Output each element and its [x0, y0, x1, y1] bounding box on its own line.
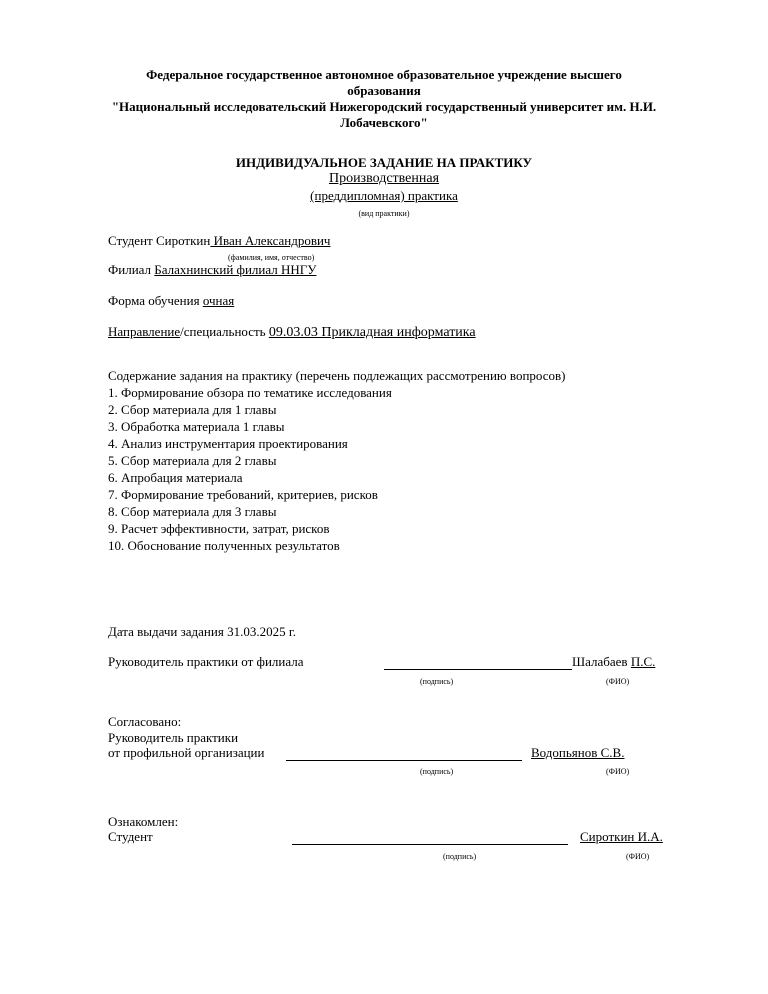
branch-value: Балахнинский филиал ННГУ: [154, 262, 317, 277]
agreed-fio-caption: (ФИО): [606, 767, 630, 776]
content-heading: Содержание задания на практику (перечень подлежащих рассмотрению вопросов): [108, 368, 566, 383]
acquainted-name: Сироткин И.А.: [580, 829, 663, 844]
agreed-sign-caption: (подпись): [420, 767, 454, 776]
direction-field: [108, 324, 476, 341]
list-item: 9. Расчет эффективности, затрат, рисков: [108, 521, 330, 536]
list-item: 1. Формирование обзора по тематике исследования: [108, 385, 392, 400]
student-caption: (фамилия, имя, отчество): [228, 253, 315, 262]
agreed-supervisor-label: Руководитель практики: [108, 730, 239, 745]
list-item: 8. Сбор материала для 3 главы: [108, 504, 277, 519]
supervisor-branch-signature-line: [384, 669, 572, 670]
student-field: [108, 233, 330, 249]
practice-subtype: (преддипломная) практика: [310, 188, 458, 203]
supervisor-branch-name: [572, 654, 655, 670]
list-item: 7. Формирование требований, критериев, рисков: [108, 487, 378, 502]
acquainted-label: Ознакомлен:: [108, 814, 179, 829]
org-name-line3: "Национальный исследовательский Нижегородский государственный университет им. Н.И.: [111, 99, 657, 114]
direction-value: 09.03.03 Прикладная информатика: [268, 325, 476, 340]
issue-date: Дата выдачи задания 31.03.2025 г.: [108, 624, 296, 639]
study-form-label: Форма обучения: [108, 293, 200, 308]
list-item: 2. Сбор материала для 1 главы: [108, 402, 277, 417]
supervisor-branch-surname: Шалабаев: [572, 654, 631, 669]
practice-type: Производственная: [328, 171, 440, 186]
agreed-label: Согласовано:: [108, 714, 182, 729]
org-name-line2: образования: [347, 83, 421, 98]
list-item: 6. Апробация материала: [108, 470, 243, 485]
agreed-signature-line: [286, 760, 522, 761]
supervisor-branch-initials: П.С.: [630, 654, 656, 669]
acquainted-sign-caption: (подпись): [443, 852, 477, 861]
student-label: Студент Сироткин: [108, 233, 211, 248]
supervisor-branch-sign-caption: (подпись): [420, 677, 454, 686]
acquainted-fio-caption: (ФИО): [626, 852, 650, 861]
acquainted-student-label: Студент: [108, 829, 153, 844]
practice-type-caption: (вид практики): [358, 209, 410, 218]
branch-label: Филиал: [108, 262, 152, 277]
supervisor-branch-label: Руководитель практики от филиала: [108, 654, 304, 669]
list-item: 5. Сбор материала для 2 главы: [108, 453, 277, 468]
study-form-field: [108, 293, 234, 309]
org-name-line1: Федеральное государственное автономное образовательное учреждение высшего: [146, 67, 622, 82]
direction-label: Направление: [108, 324, 181, 339]
list-item: 3. Обработка материала 1 главы: [108, 419, 285, 434]
agreed-org-label: от профильной организации: [108, 745, 265, 760]
acquainted-signature-line: [292, 844, 568, 845]
branch-field: [108, 262, 316, 278]
supervisor-branch-fio-caption: (ФИО): [606, 677, 630, 686]
org-name-line4: Лобачевского": [340, 115, 428, 130]
study-form-value: очная: [202, 293, 235, 308]
document-title: ИНДИВИДУАЛЬНОЕ ЗАДАНИЕ НА ПРАКТИКУ: [235, 155, 533, 170]
list-item: 4. Анализ инструментария проектирования: [108, 436, 348, 451]
student-name: Иван Александрович: [210, 233, 331, 248]
agreed-name: Водопьянов С.В.: [531, 745, 625, 760]
direction-label-rest: /специальность: [180, 324, 266, 339]
list-item: 10. Обоснование полученных результатов: [108, 538, 340, 553]
